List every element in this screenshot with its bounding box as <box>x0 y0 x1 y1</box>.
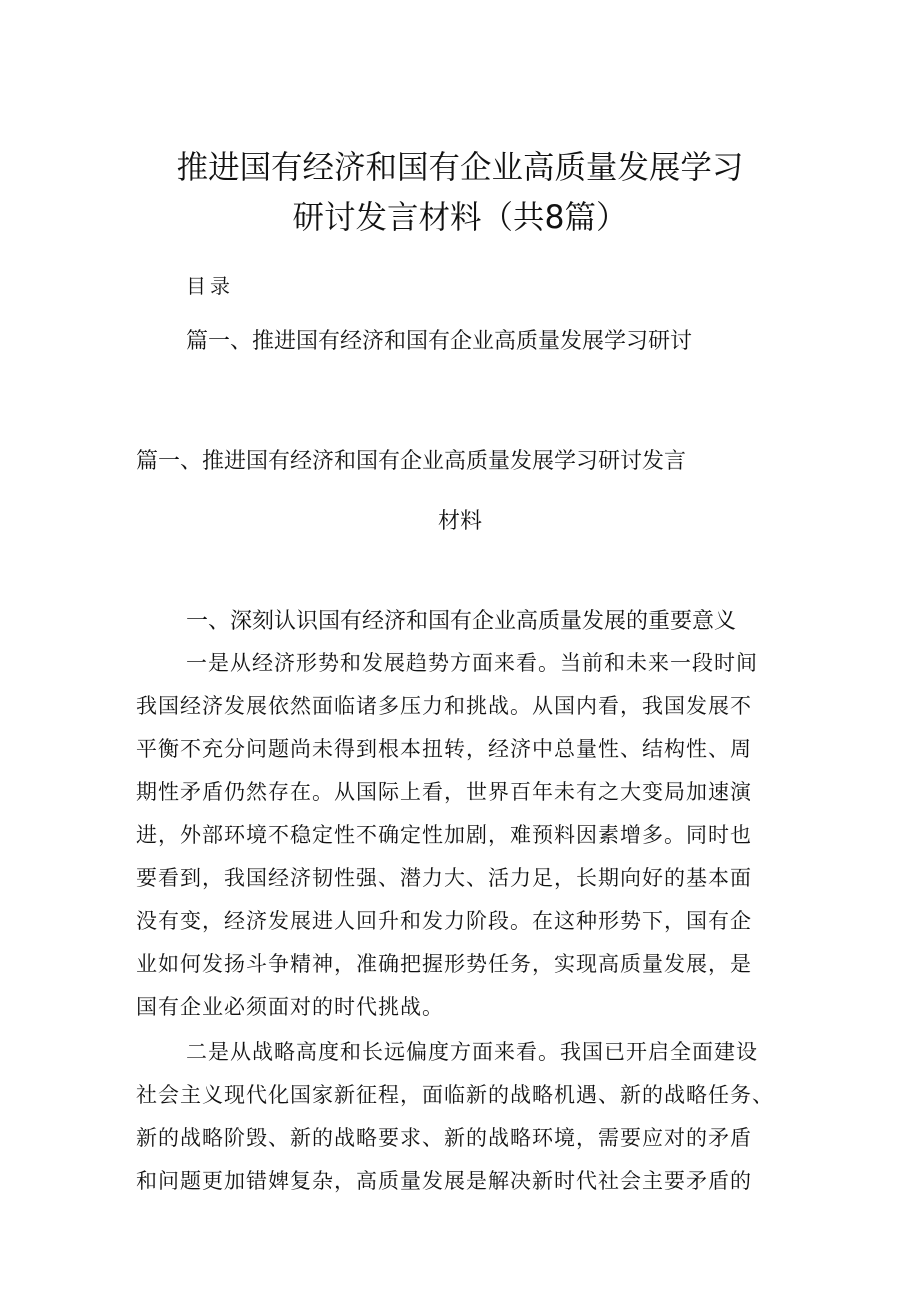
body-line: 平衡不充分问题尚未得到根本扭转，经济中总量性、结构性、周 <box>136 737 752 761</box>
body-line: 期性矛盾仍然存在。从国际上看，世界百年未有之大变局加速演 <box>136 780 752 804</box>
body-line: 我国经济发展依然面临诸多压力和挑战。从国内看，我国发展不 <box>136 694 752 718</box>
body-line: 业如何发扬斗争精神，准确把握形势任务，实现高质量发展，是 <box>136 952 752 976</box>
body-line: 二是从战略高度和长远偏度方面来看。我国已开启全面建设 <box>186 1040 758 1064</box>
document-title-line-1: 推进国有经济和国有企业高质量发展学习 <box>176 148 744 186</box>
body-line: 没有变，经济发展进人回升和发力阶段。在这种形势下，国有企 <box>136 909 752 933</box>
section-heading: 一、深刻认识国有经济和国有企业高质量发展的重要意义 <box>186 609 737 634</box>
body-line: 社会主义现代化国家新征程，面临新的战略机遇、新的战略任务、 <box>136 1083 774 1107</box>
body-line: 一是从经济形势和发展趋势方面来看。当前和未来一段时间 <box>186 651 758 675</box>
document-title-line-2: 研讨发言材料（共8篇） <box>292 198 628 236</box>
chapter-heading-line-2: 材料 <box>437 509 482 534</box>
body-line: 国有企业必须面对的时代挑战。 <box>136 995 444 1019</box>
toc-label: 目录 <box>186 274 234 298</box>
body-line: 和问题更加错婢复杂，高质量发展是解决新时代社会主要矛盾的 <box>136 1169 752 1193</box>
body-line: 进，外部环境不稳定性不确定性加剧，难预料因素增多。同时也 <box>136 823 752 847</box>
body-line: 要看到，我国经济韧性强、潜力大、活力足，长期向好的基本面 <box>136 866 752 890</box>
toc-item[interactable]: 篇一、推进国有经济和国有企业高质量发展学习研讨 <box>186 329 693 354</box>
body-line: 新的战略阶毁、新的战略要求、新的战略环境，需要应对的矛盾 <box>136 1126 752 1150</box>
chapter-heading-line-1: 篇一、推进国有经济和国有企业高质量发展学习研讨发言 <box>136 449 687 474</box>
